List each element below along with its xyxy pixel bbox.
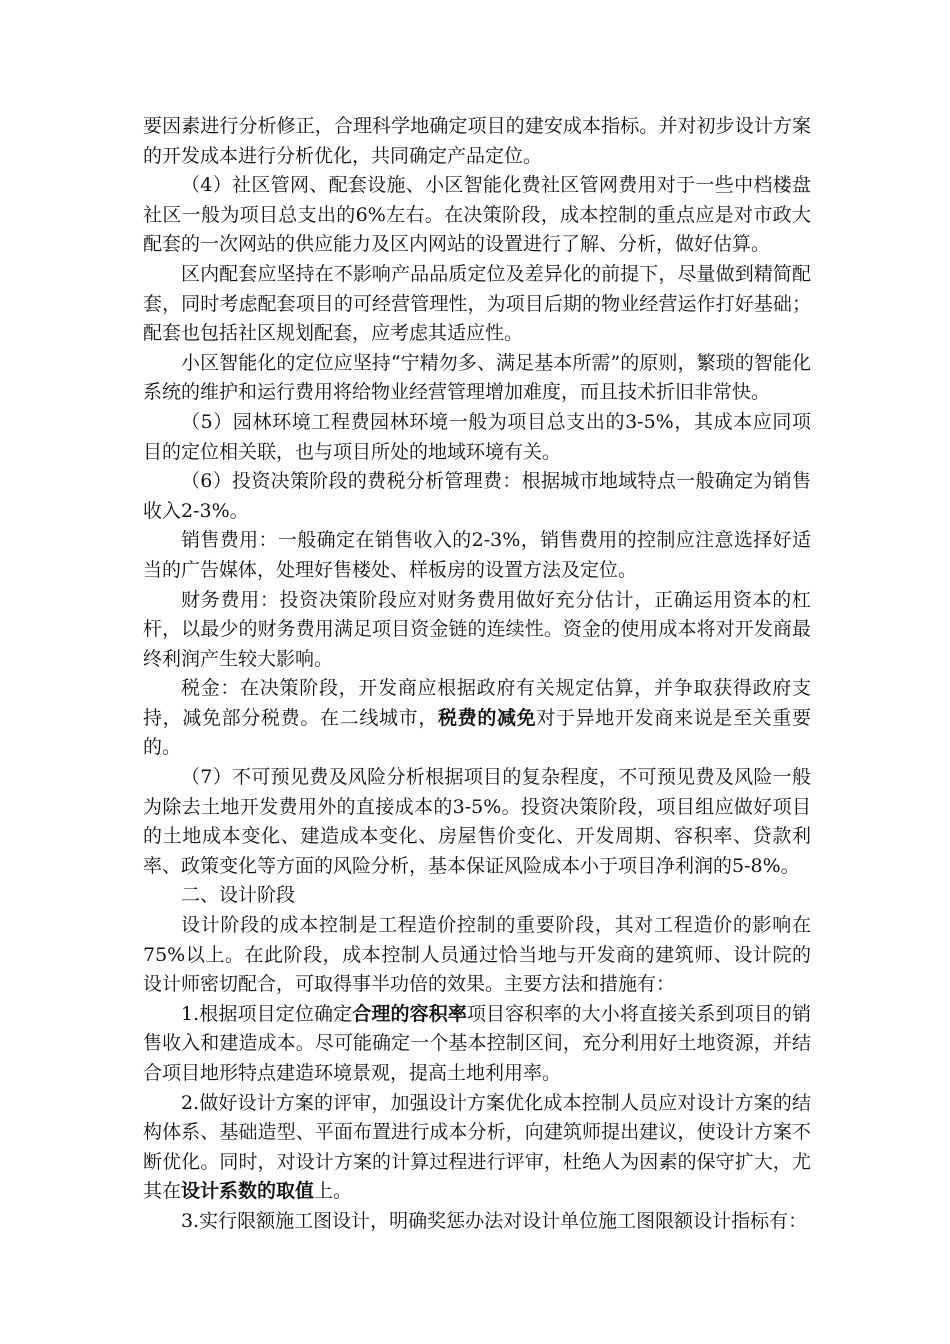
paragraph: 区内配套应坚持在不影响产品品质定位及差异化的前提下，尽量做到精简配套，同时考虑配套项目的可经营管理性，为项目后期的物业经营运作打好基础；配套也包括社区规划配套，应考虑其适应性。 [143, 262, 811, 345]
paragraph: 销售费用：一般确定在销售收入的2-3%，销售费用的控制应注意选择好适当的广告媒体，处理好售楼处、样板房的设置方法及定位。 [143, 529, 811, 581]
paragraph-text: 项目容积率的大小将直接关系到项目的销售收入和建造成本。尽可能确定一个基本控制区间，充分利用好土地资源，并结合项目地形特点建造环境景观，提高土地利用率。 [143, 1002, 811, 1084]
paragraph-text: 税金：在决策阶段，开发商应根据政府有关规定估算，并争取获得政府支持，减免部分税费。在二线城市， [143, 677, 811, 729]
paragraph-text: 上。 [314, 1180, 353, 1203]
paragraph: （7）不可预见费及风险分析根据项目的复杂程度，不可预见费及风险一般为除去土地开发费用外的直接成本的3-5%。投资决策阶段，项目组应做好项目的土地成本变化、建造成本变化、房屋售价变化、开发周期、容积率、贷款利率、政策变化等方面的风险分析，基本保证风险成本小于项目净利润的5-8%。 [143, 766, 811, 877]
section-heading: 二、设计阶段 [181, 884, 296, 907]
paragraph: （5）园林环境工程费园林环境一般为项目总支出的3-5%，其成本应同项目的定位相关联，也与项目所处的地域环境有关。 [143, 410, 811, 463]
paragraph: 小区智能化的定位应坚持“宁精勿多、满足基本所需”的原则，繁琐的智能化系统的维护和运行费用将给物业经营管理增加难度，而且技术折旧非常快。 [143, 351, 811, 404]
bold-keyword: 合理的容积率 [352, 1002, 467, 1025]
paragraph: （4）社区管网、配套设施、小区智能化费社区管网费用对于一些中档楼盘社区一般为项目总支出的6%左右。在决策阶段，成本控制的重点应是对市政大配套的一次网站的供应能力及区内网站的设置进行了解、分析，做好估算。 [143, 174, 811, 256]
paragraph [143, 1000, 811, 1089]
bold-keyword: 设计系数的取值 [181, 1180, 315, 1203]
paragraph [143, 1089, 811, 1207]
paragraph-text: 对于异地开发商来说是至关重要的。 [143, 706, 811, 759]
paragraph: 3.实行限额施工图设计，明确奖惩办法对设计单位施工图限额设计指标有： [181, 1209, 808, 1232]
bold-keyword: 税费的减免 [437, 706, 537, 729]
paragraph: 财务费用：投资决策阶段应对财务费用做好充分估计，正确运用资本的杠杆，以最少的财务费用满足项目资金链的连续性。资金的使用成本将对开发商最终利润产生较大影响。 [143, 588, 811, 670]
paragraph-text: 1.根据项目定位确定 [181, 1002, 353, 1025]
paragraph-text: 2.做好设计方案的评审，加强设计方案优化成本控制人员应对设计方案的结构体系、基础造型、平面布置进行成本分析，向建筑师提出建议，使设计方案不断优化。同时，对设计方案的计算过程进行评审，杜绝人为因素的保守扩大，尤其在 [143, 1091, 811, 1203]
paragraph: 设计阶段的成本控制是工程造价控制的重要阶段，其对工程造价的影响在75%以上。在此阶段，成本控制人员通过恰当地与开发商的建筑师、设计院的设计师密切配合，可取得事半功倍的效果。主要方法和措施有： [143, 914, 811, 996]
paragraph: （6）投资决策阶段的费税分析管理费：根据城市地域特点一般确定为销售收入2-3%。 [143, 470, 811, 522]
paragraph: 要因素进行分析修正，合理科学地确定项目的建安成本指标。并对初步设计方案的开发成本进行分析优化，共同确定产品定位。 [143, 115, 811, 167]
paragraph [143, 674, 811, 763]
document-body [143, 112, 811, 1237]
